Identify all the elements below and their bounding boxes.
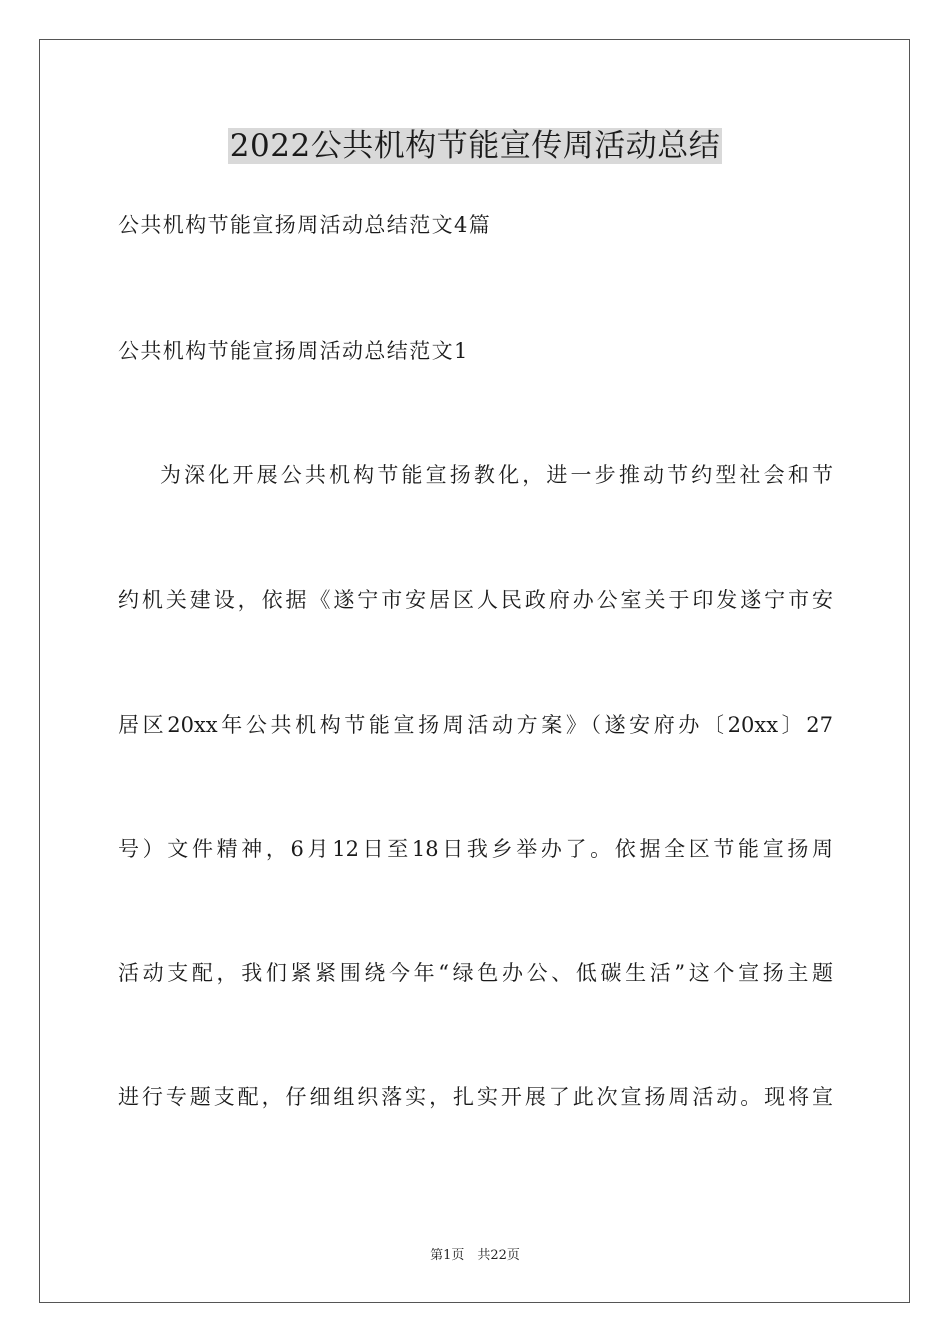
document-title-text: 2022公共机构节能宣传周活动总结 xyxy=(229,128,721,164)
section-heading: 公共机构节能宣扬周活动总结范文1 xyxy=(118,339,469,363)
body-line: 居区20xx年公共机构节能宣扬周活动方案》（遂安府办〔20xx〕27 xyxy=(118,713,833,737)
document-subtitle: 公共机构节能宣扬周活动总结范文4篇 xyxy=(118,213,492,237)
document-title xyxy=(0,126,950,166)
body-line: 进行专题支配，仔细组织落实，扎实开展了此次宣扬周活动。现将宣 xyxy=(118,1085,833,1109)
body-line: 号）文件精神，6月12日至18日我乡举办了。依据全区节能宣扬周 xyxy=(118,837,833,861)
body-line: 活动支配，我们紧紧围绕今年“绿色办公、低碳生活”这个宣扬主题 xyxy=(118,961,833,985)
body-line: 为深化开展公共机构节能宣扬教化，进一步推动节约型社会和节 xyxy=(160,463,833,487)
page-footer: 第1页 共22页 xyxy=(430,1248,520,1263)
body-line: 约机关建设，依据《遂宁市安居区人民政府办公室关于印发遂宁市安 xyxy=(118,588,833,612)
